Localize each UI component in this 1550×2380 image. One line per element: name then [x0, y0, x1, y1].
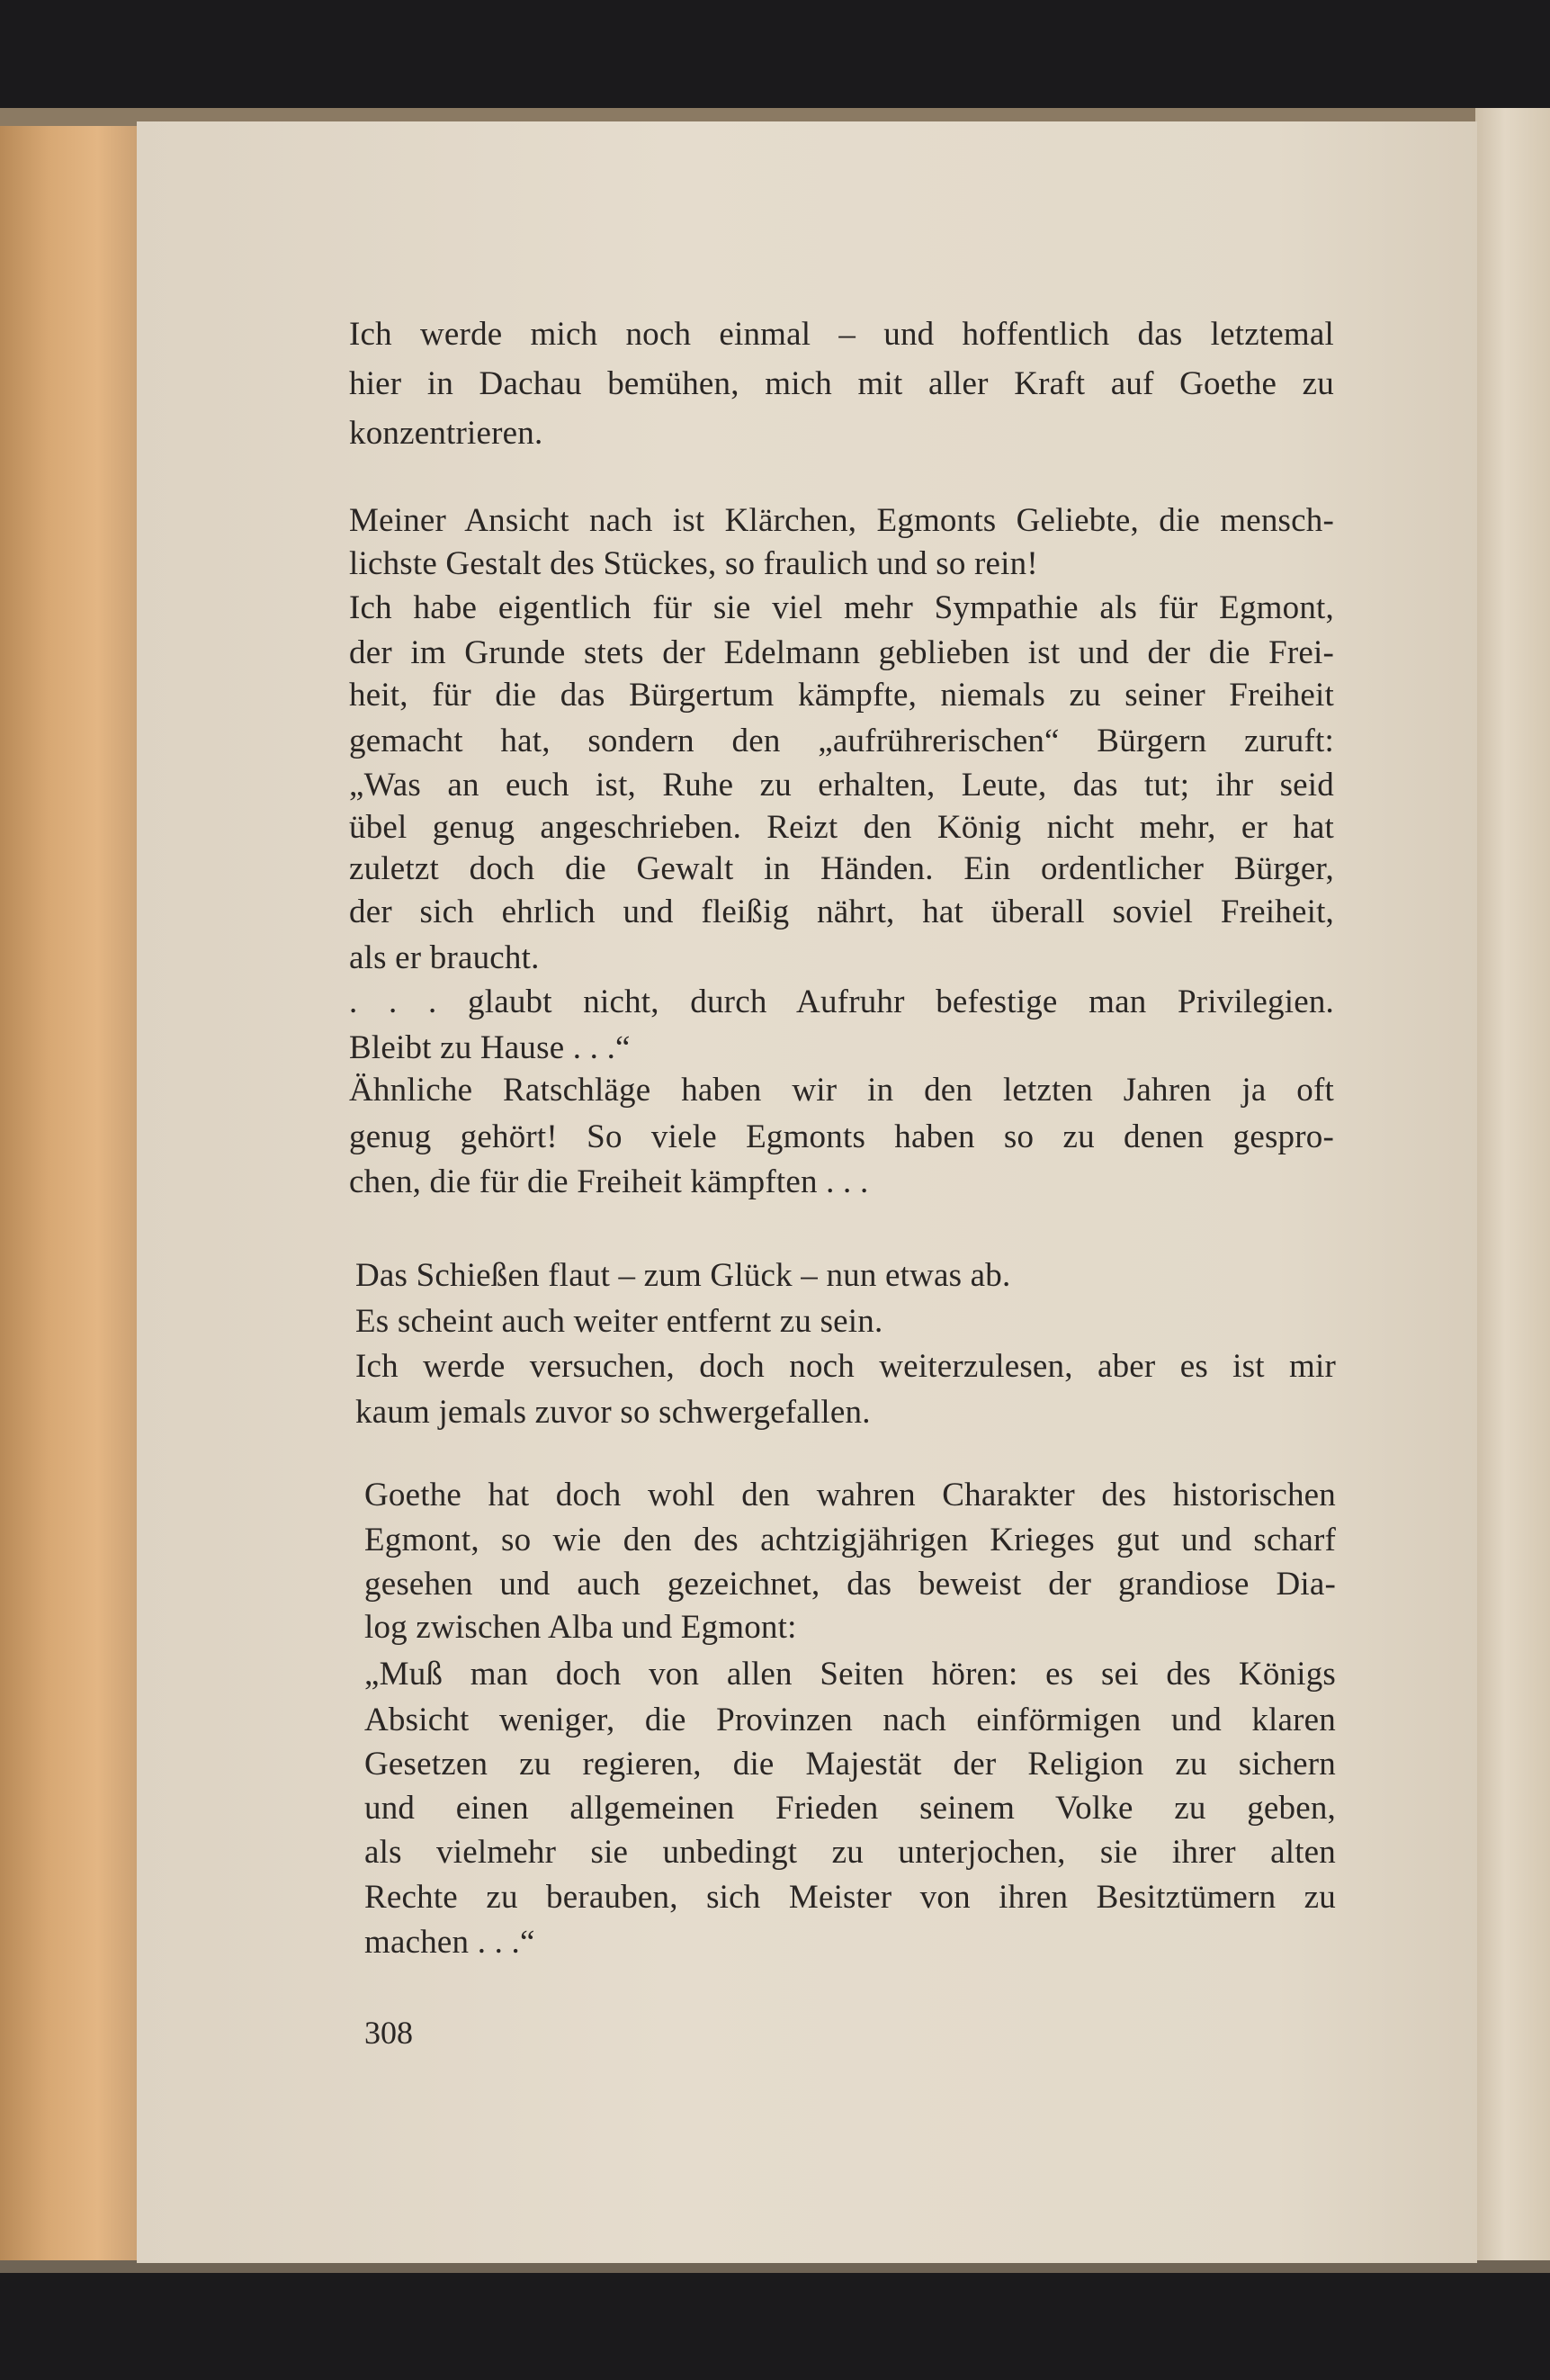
text-line: als er braucht. — [349, 939, 540, 976]
text-line: hier in Dachau bemühen, mich mit aller Kraft auf Goethe zu — [349, 365, 1334, 402]
text-line: gemacht hat, sondern den „aufrührerischen“ Bürgern zuruft: — [349, 723, 1334, 759]
text-line: übel genug angeschrieben. Reizt den König nicht mehr, er hat — [349, 809, 1334, 846]
text-line: kaum jemals zuvor so schwergefallen. — [355, 1394, 871, 1431]
text-line: Goethe hat doch wohl den wahren Charakter des historischen — [364, 1477, 1336, 1513]
text-line: der sich ehrlich und fleißig nährt, hat überall soviel Freiheit, — [349, 894, 1334, 930]
text-line: Absicht weniger, die Provinzen nach einförmigen und klaren — [364, 1702, 1336, 1738]
text-line: „Muß man doch von allen Seiten hören: es sei des Königs — [364, 1656, 1336, 1693]
text-line: und einen allgemeinen Frieden seinem Volke zu geben, — [364, 1790, 1336, 1827]
text-line: Meiner Ansicht nach ist Klärchen, Egmonts Geliebte, die mensch- — [349, 502, 1334, 539]
text-line: als vielmehr sie unbedingt zu unterjochen, sie ihrer alten — [364, 1834, 1336, 1871]
text-line: machen . . .“ — [364, 1924, 535, 1961]
book-page-edges — [0, 126, 139, 2268]
text-line: chen, die für die Freiheit kämpften . . . — [349, 1163, 869, 1200]
text-line: „Was an euch ist, Ruhe zu erhalten, Leute, das tut; ihr seid — [349, 767, 1334, 804]
text-line: Das Schießen flaut – zum Glück – nun etwas ab. — [355, 1257, 1011, 1294]
text-line: Ich werde versuchen, doch noch weiterzulesen, aber es ist mir — [355, 1348, 1336, 1385]
text-line: lichste Gestalt des Stückes, so fraulich und so rein! — [349, 545, 1038, 582]
text-line: Ähnliche Ratschläge haben wir in den letzten Jahren ja oft — [349, 1072, 1334, 1109]
text-line: der im Grunde stets der Edelmann geblieben ist und der die Frei- — [349, 634, 1334, 671]
text-line: heit, für die das Bürgertum kämpfte, niemals zu seiner Freiheit — [349, 677, 1334, 714]
text-line: zuletzt doch die Gewalt in Händen. Ein ordentlicher Bürger, — [349, 850, 1334, 887]
text-line: Egmont, so wie den des achtzigjährigen Krieges gut und scharf — [364, 1522, 1336, 1558]
text-line: Ich werde mich noch einmal – und hoffentlich das letztemal — [349, 316, 1334, 353]
book-right-edge — [1475, 108, 1550, 2268]
page-number: 308 — [364, 2015, 413, 2051]
text-line: Bleibt zu Hause . . .“ — [349, 1029, 631, 1066]
text-line: Es scheint auch weiter entfernt zu sein. — [355, 1303, 883, 1340]
text-line: Ich habe eigentlich für sie viel mehr Sympathie als für Egmont, — [349, 589, 1334, 626]
text-line: Rechte zu berauben, sich Meister von ihren Besitztümern zu — [364, 1879, 1336, 1916]
text-line: . . . glaubt nicht, durch Aufruhr befestige man Privilegien. — [349, 983, 1334, 1020]
text-line: konzentrieren. — [349, 415, 543, 452]
text-line: log zwischen Alba und Egmont: — [364, 1609, 797, 1646]
text-line: Gesetzen zu regieren, die Majestät der Religion zu sichern — [364, 1746, 1336, 1783]
text-line: gesehen und auch gezeichnet, das beweist der grandiose Dia- — [364, 1566, 1336, 1603]
text-line: genug gehört! So viele Egmonts haben so zu denen gespro- — [349, 1118, 1334, 1155]
